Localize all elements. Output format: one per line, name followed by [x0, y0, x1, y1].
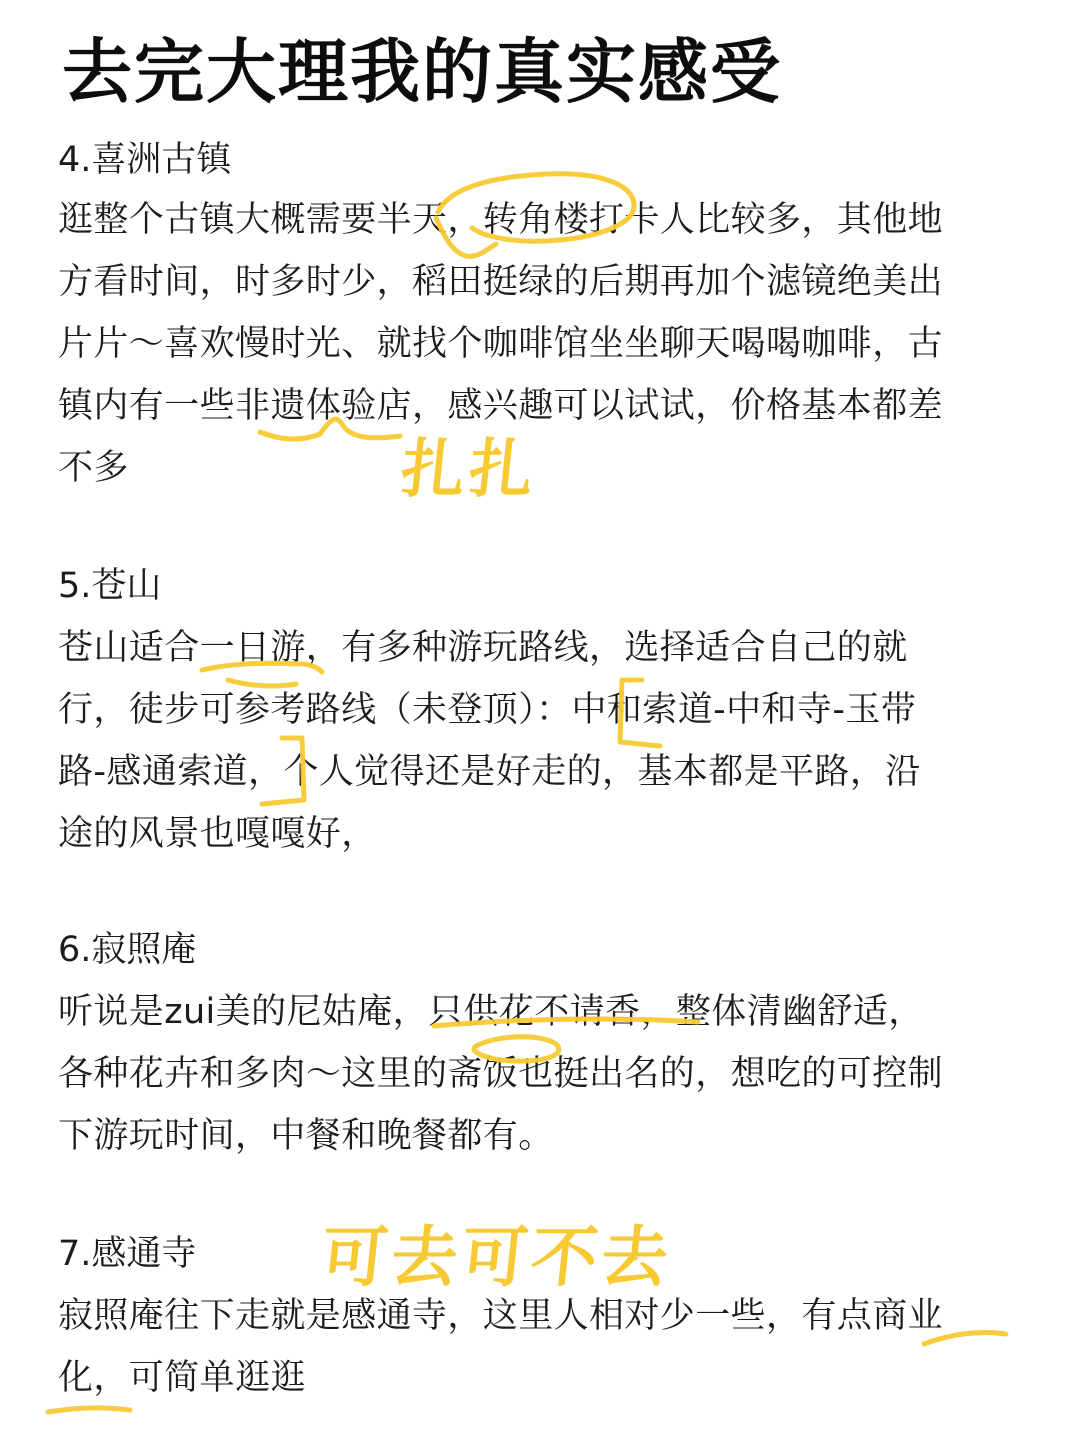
- handwritten-note: 可去可不去: [317, 1218, 676, 1296]
- paragraph-line: 化，可简单逛逛: [58, 1358, 306, 1398]
- paragraph-line: 路-感通索道，个人觉得还是好走的，基本都是平路，沿: [58, 752, 921, 792]
- paragraph-line: 逛整个古镇大概需要半天，转角楼打卡人比较多，其他地: [58, 200, 944, 240]
- underline-mark: [228, 680, 296, 686]
- paragraph-line: 镇内有一些非遗体验店，感兴趣可以试试，价格基本都差: [58, 386, 944, 426]
- paragraph-line: 寂照庵往下走就是感通寺，这里人相对少一些，有点商业: [58, 1296, 944, 1336]
- paragraph-line: 行，徒步可参考路线（未登顶）：中和索道-中和寺-玉带: [58, 690, 917, 730]
- page-title: 去完大理我的真实感受: [62, 31, 782, 113]
- handwritten-note: 扎扎: [397, 432, 542, 507]
- paragraph-line: 苍山适合一日游，有多种游玩路线，选择适合自己的就: [58, 628, 908, 668]
- section-heading-jizhaoan: 6.寂照庵: [58, 930, 197, 970]
- section-heading-xizhou: 4.喜洲古镇: [58, 140, 232, 180]
- paragraph-line: 片片～喜欢慢时光、就找个咖啡馆坐坐聊天喝喝咖啡，古: [58, 324, 944, 364]
- underline-mark: [48, 1408, 130, 1412]
- paragraph-line: 方看时间，时多时少，稻田挺绿的后期再加个滤镜绝美出: [58, 262, 944, 302]
- section-heading-cangshan: 5.苍山: [58, 566, 162, 606]
- paragraph-line: 下游玩时间，中餐和晚餐都有。: [58, 1116, 554, 1156]
- section-heading-gantongsi: 7.感通寺: [58, 1234, 197, 1274]
- paragraph-line: 各种花卉和多肉～这里的斋饭也挺出名的，想吃的可控制: [58, 1054, 944, 1094]
- paragraph-line: 不多: [58, 448, 129, 488]
- paragraph-line: 听说是zui美的尼姑庵，只供花不请香，整体清幽舒适，: [58, 992, 924, 1032]
- paragraph-line: 途的风景也嘎嘎好，: [58, 814, 377, 854]
